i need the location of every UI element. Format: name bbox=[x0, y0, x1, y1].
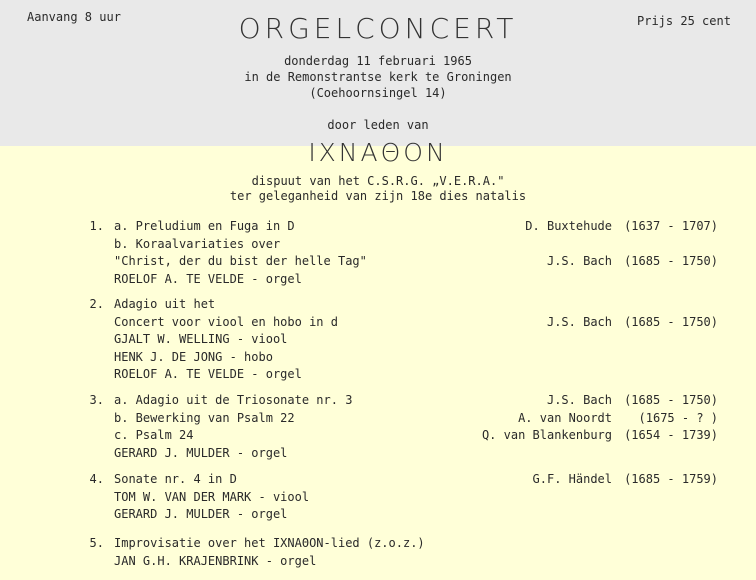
program-number: 3. bbox=[89, 393, 104, 407]
program-line: "Christ, der du bist der helle Tag" bbox=[114, 254, 367, 268]
program-line: a. Adagio uit de Triosonate nr. 3 bbox=[114, 393, 353, 407]
program-line: Concert voor viool en hobo in d bbox=[114, 314, 338, 329]
start-time: Aanvang 8 uur bbox=[27, 10, 121, 24]
program-line: HENK J. DE JONG - hobo bbox=[114, 349, 273, 364]
page-title: ORGELCONCERT bbox=[238, 12, 518, 45]
program-line: JAN G.H. KRAJENBRINK - orgel bbox=[114, 553, 317, 568]
composer: G.F. Händel bbox=[532, 472, 612, 486]
composer-years: (1675 - ? ) bbox=[638, 410, 718, 425]
program-line: b. Koraalvariaties over bbox=[114, 236, 281, 251]
program-number: 4. bbox=[89, 472, 104, 486]
concert-address: (Coehoornsingel 14) bbox=[309, 86, 447, 100]
program-line: c. Psalm 24 bbox=[114, 428, 194, 442]
program-number: 5. bbox=[89, 536, 104, 550]
subtitle-occasion: ter geleganheid van zijn 18e dies natalis bbox=[229, 189, 527, 203]
price: Prijs 25 cent bbox=[637, 14, 731, 28]
program-line: a. Preludium en Fuga in D bbox=[114, 219, 295, 233]
composer: A. van Noordt bbox=[518, 410, 612, 425]
program-number: 2. bbox=[89, 297, 104, 311]
program-line: GJALT W. WELLING - viool bbox=[114, 332, 288, 346]
composer-years: (1654 - 1739) bbox=[624, 428, 718, 442]
concert-date: donderdag 11 februari 1965 bbox=[284, 54, 472, 68]
program-line: ROELOF A. TE VELDE - orgel bbox=[114, 367, 302, 381]
program-line: Sonate nr. 4 in D bbox=[114, 472, 237, 486]
composer-years: (1637 - 1707) bbox=[624, 219, 718, 233]
concert-location: in de Remonstrantse kerk te Groningen bbox=[244, 70, 512, 84]
composer: J.S. Bach bbox=[546, 314, 612, 329]
program-line: Improvisatie over het IXNAΘON-lied (z.o.z.) bbox=[114, 536, 425, 550]
composer-years: (1685 - 1750) bbox=[624, 254, 718, 268]
composer: D. Buxtehude bbox=[525, 219, 612, 233]
program-line: Adagio uit het bbox=[114, 297, 216, 311]
composer: J.S. Bach bbox=[546, 393, 612, 407]
program-line: ROELOF A. TE VELDE - orgel bbox=[114, 271, 302, 286]
composer: J.S. Bach bbox=[546, 254, 612, 268]
program-number: 1. bbox=[89, 219, 104, 233]
composer-years: (1685 - 1759) bbox=[624, 472, 718, 486]
group-name: IXNAΘON bbox=[308, 138, 448, 167]
program-line: b. Bewerking van Psalm 22 bbox=[114, 410, 295, 425]
composer-years: (1685 - 1750) bbox=[624, 393, 718, 407]
program-line: GERARD J. MULDER - orgel bbox=[114, 445, 288, 460]
program-line: TOM W. VAN DER MARK - viool bbox=[114, 489, 310, 504]
program-line: GERARD J. MULDER - orgel bbox=[114, 507, 288, 521]
composer-years: (1685 - 1750) bbox=[624, 314, 718, 329]
by-members-line: door leden van bbox=[327, 118, 429, 132]
composer: Q. van Blankenburg bbox=[481, 428, 612, 442]
subtitle-dispuut: dispuut van het C.S.R.G. „V.E.R.A." bbox=[251, 174, 505, 188]
